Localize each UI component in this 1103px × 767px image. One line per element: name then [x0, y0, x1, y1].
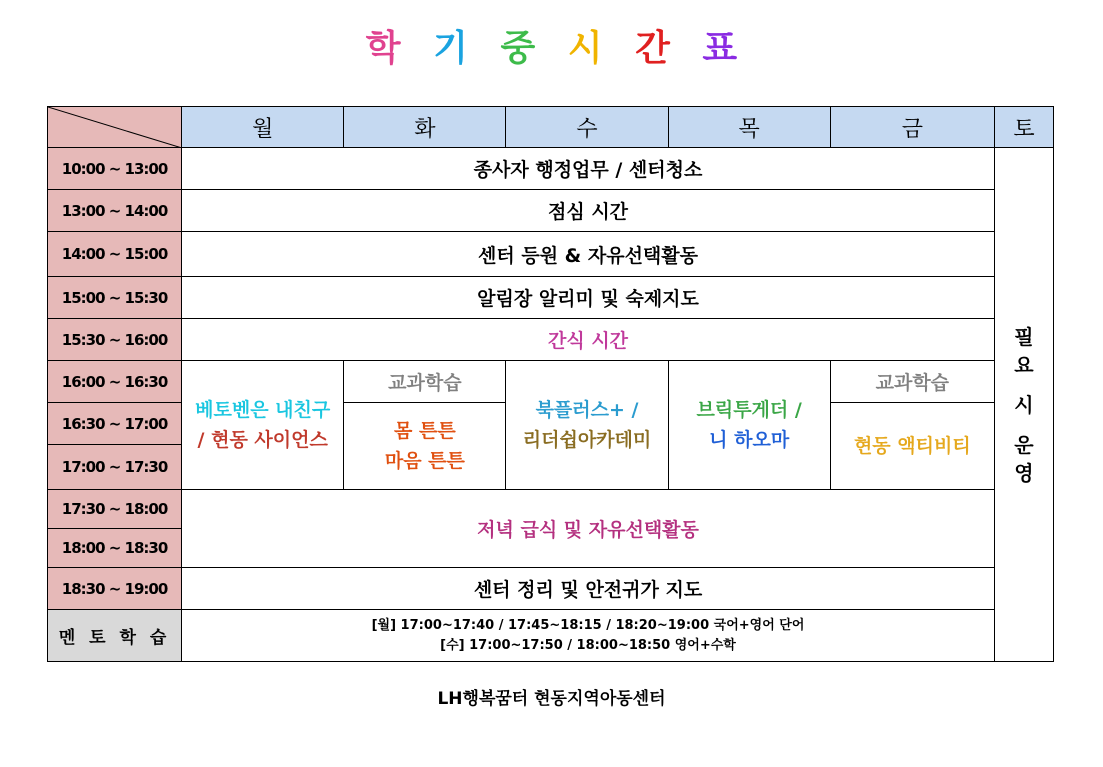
saturday-text: 영	[1014, 460, 1034, 485]
activity-cell: 센터 등원 & 자유선택활동	[182, 232, 995, 277]
program-line: 브릭투게더 /	[696, 399, 802, 421]
program-wed	[506, 361, 668, 490]
saturday-text: 요	[1014, 352, 1034, 377]
day-header-wed: 수	[506, 107, 668, 148]
mentor-line: [수] 17:00~17:50 / 18:00~18:50 영어+수학	[440, 637, 736, 653]
program-line: 몸 튼튼	[394, 420, 456, 442]
activity-cell: 점심 시간	[182, 190, 995, 232]
schedule-table	[47, 106, 1054, 662]
mentor-schedule	[182, 610, 995, 662]
activity-cell: 저녁 급식 및 자유선택활동	[182, 490, 995, 568]
program-fri	[830, 403, 994, 490]
time-cell: 15:00 ~ 15:30	[48, 277, 182, 319]
title-char: 학	[365, 28, 401, 69]
page-title	[0, 20, 1103, 70]
time-cell: 18:00 ~ 18:30	[48, 529, 182, 568]
time-cell: 16:00 ~ 16:30	[48, 361, 182, 403]
program-line: 리더쉽아카데미	[522, 429, 652, 451]
time-cell: 17:00 ~ 17:30	[48, 445, 182, 490]
activity-cell: 알림장 알리미 및 숙제지도	[182, 277, 995, 319]
saturday-cell	[994, 148, 1053, 662]
diagonal-line	[48, 107, 182, 148]
day-header-mon: 월	[182, 107, 344, 148]
program-line: 북플러스+ /	[535, 399, 639, 421]
title-char: 중	[500, 28, 536, 69]
time-cell: 15:30 ~ 16:00	[48, 319, 182, 361]
day-header-tue: 화	[344, 107, 506, 148]
time-cell: 10:00 ~ 13:00	[48, 148, 182, 190]
title-char: 간	[635, 28, 670, 69]
mentor-label: 멘 토 학 습	[48, 610, 182, 662]
time-cell: 13:00 ~ 14:00	[48, 190, 182, 232]
mentor-line: [월] 17:00~17:40 / 17:45~18:15 / 18:20~19:00 국어+영어 단어	[371, 617, 805, 633]
activity-cell: 간식 시간	[182, 319, 995, 361]
time-cell: 18:30 ~ 19:00	[48, 568, 182, 610]
saturday-text: 시	[1014, 392, 1034, 417]
saturday-text: 필	[1014, 324, 1034, 349]
program-tue	[344, 403, 506, 490]
program-thu	[668, 361, 830, 490]
title-char: 표	[702, 28, 738, 69]
day-header-thu: 목	[668, 107, 830, 148]
time-cell: 14:00 ~ 15:00	[48, 232, 182, 277]
time-cell: 17:30 ~ 18:00	[48, 490, 182, 529]
day-header-sat: 토	[994, 107, 1053, 148]
program-line: / 현동 사이언스	[197, 429, 328, 451]
day-header-fri: 금	[830, 107, 994, 148]
activity-cell: 종사자 행정업무 / 센터청소	[182, 148, 995, 190]
program-mon	[182, 361, 344, 490]
title-char: 기	[433, 28, 468, 69]
program-line: 현동 액티비티	[853, 435, 971, 457]
program-line: 베토벤은 내친구	[195, 399, 331, 421]
time-cell: 16:30 ~ 17:00	[48, 403, 182, 445]
title-char: 시	[567, 28, 603, 69]
center-name-footer: LH행복꿈터 현동지역아동센터	[437, 689, 666, 709]
activity-cell: 센터 정리 및 안전귀가 지도	[182, 568, 995, 610]
saturday-text: 운	[1014, 432, 1034, 457]
program-fri-sub: 교과학습	[830, 361, 994, 403]
corner-cell	[48, 107, 182, 148]
program-line: 니 하오마	[709, 429, 790, 451]
program-line: 마음 튼튼	[384, 450, 465, 472]
program-tue-sub: 교과학습	[344, 361, 506, 403]
